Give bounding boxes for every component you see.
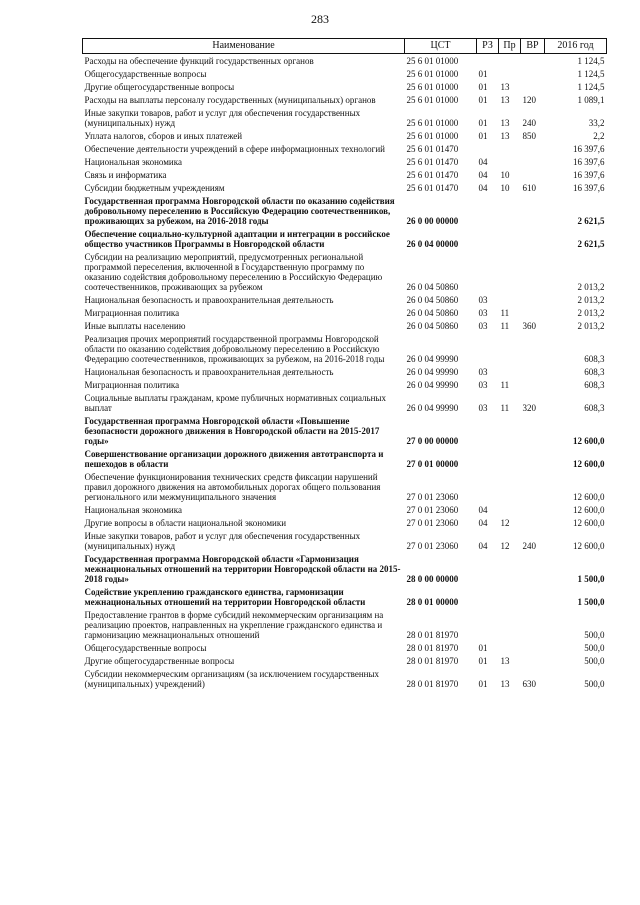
row-name: Социальные выплаты гражданам, кроме публичных нормативных социальных выплат xyxy=(84,393,386,413)
row-rz: 03 xyxy=(478,295,488,305)
row-rz xyxy=(477,194,499,227)
row-vr xyxy=(521,227,545,250)
row-cst: 25 6 01 01470 xyxy=(406,144,459,154)
row-sum: 12 600,0 xyxy=(573,518,605,528)
row-cst: 25 6 01 01470 xyxy=(406,170,459,180)
row-rz: 01 xyxy=(478,656,488,666)
row-cst: 26 0 04 50860 xyxy=(406,321,459,331)
table-row xyxy=(83,365,607,378)
row-pr xyxy=(499,503,521,516)
table-row xyxy=(83,250,607,293)
row-vr xyxy=(521,552,545,585)
table-row xyxy=(83,129,607,142)
row-rz: 04 xyxy=(478,541,488,551)
row-cst: 26 0 04 50860 xyxy=(406,295,459,305)
row-cst: 27 0 01 23060 xyxy=(406,518,459,528)
row-cst: 26 0 04 99990 xyxy=(406,367,459,377)
table-row xyxy=(83,641,607,654)
row-sum: 12 600,0 xyxy=(573,541,605,551)
row-rz xyxy=(477,470,499,503)
row-cst: 28 0 00 00000 xyxy=(406,574,459,584)
table-row xyxy=(83,529,607,552)
row-name: Национальная экономика xyxy=(84,157,182,167)
row-cst: 28 0 01 00000 xyxy=(406,597,459,607)
row-vr xyxy=(521,516,545,529)
row-pr: 12 xyxy=(500,518,510,528)
row-sum: 500,0 xyxy=(584,679,605,689)
row-pr xyxy=(499,414,521,447)
row-vr xyxy=(521,414,545,447)
row-vr xyxy=(521,378,545,391)
row-name: Общегосударственные вопросы xyxy=(84,69,207,79)
row-vr xyxy=(521,80,545,93)
row-name: Связь и информатика xyxy=(84,170,167,180)
row-pr xyxy=(499,227,521,250)
table-row xyxy=(83,447,607,470)
row-name: Иные закупки товаров, работ и услуг для обеспечения государственных (муниципальных) нужд xyxy=(84,531,361,551)
table-row xyxy=(83,654,607,667)
row-cst: 27 0 01 00000 xyxy=(406,459,459,469)
table-row xyxy=(83,332,607,365)
row-pr xyxy=(499,54,521,68)
row-cst: 26 0 04 00000 xyxy=(406,239,459,249)
row-sum: 608,3 xyxy=(584,367,605,377)
row-pr xyxy=(499,194,521,227)
row-name: Содействие укреплению гражданского единства, гармонизации межнациональных отношений на территории Новгородской области xyxy=(84,587,366,607)
row-vr xyxy=(521,470,545,503)
table-row xyxy=(83,470,607,503)
row-name: Национальная безопасность и правоохранительная деятельность xyxy=(84,367,334,377)
row-vr xyxy=(521,447,545,470)
row-pr xyxy=(499,332,521,365)
row-pr xyxy=(499,470,521,503)
row-cst: 28 0 01 81970 xyxy=(406,630,459,640)
row-rz xyxy=(477,585,499,608)
row-rz xyxy=(477,608,499,641)
table-body xyxy=(83,54,607,691)
row-vr xyxy=(521,641,545,654)
row-pr: 11 xyxy=(500,380,510,390)
row-vr: 850 xyxy=(522,131,536,141)
row-rz: 01 xyxy=(478,118,488,128)
row-cst: 26 0 04 50860 xyxy=(406,282,459,292)
table-row xyxy=(83,516,607,529)
row-sum: 1 124,5 xyxy=(577,82,605,92)
row-rz: 04 xyxy=(478,518,488,528)
row-cst: 25 6 01 01000 xyxy=(406,131,459,141)
row-pr xyxy=(499,142,521,155)
row-vr xyxy=(521,250,545,293)
row-rz xyxy=(477,552,499,585)
row-sum: 1 124,5 xyxy=(577,69,605,79)
row-vr xyxy=(521,142,545,155)
table-row xyxy=(83,181,607,194)
row-name: Уплата налогов, сборов и иных платежей xyxy=(84,131,243,141)
row-vr: 240 xyxy=(522,118,536,128)
row-rz: 01 xyxy=(478,679,488,689)
row-pr: 11 xyxy=(500,403,510,413)
row-pr: 11 xyxy=(500,308,510,318)
row-vr xyxy=(521,365,545,378)
table-row xyxy=(83,227,607,250)
row-name: Субсидии на реализацию мероприятий, предусмотренных региональной программой переселения, включенной в Государственную программу по оказанию содействия добровольному переселению в Российскую Федерацию соотечественников, проживающих за рубежом xyxy=(84,252,383,292)
row-rz: 01 xyxy=(478,82,488,92)
row-vr xyxy=(521,585,545,608)
row-cst: 25 6 01 01000 xyxy=(406,69,459,79)
row-cst: 25 6 01 01000 xyxy=(406,118,459,128)
row-rz: 01 xyxy=(478,95,488,105)
row-cst: 26 0 04 99990 xyxy=(406,354,459,364)
table-row xyxy=(83,585,607,608)
row-pr xyxy=(499,608,521,641)
row-pr: 12 xyxy=(500,541,510,551)
row-rz: 03 xyxy=(478,321,488,331)
row-cst: 27 0 01 23060 xyxy=(406,505,459,515)
row-pr xyxy=(499,250,521,293)
row-name: Обеспечение функционирования технических средств фиксации нарушений правил дорожного движения на автомобильных дорогах общего пользования регионального или межмуниципального значения xyxy=(84,472,381,502)
row-sum: 16 397,6 xyxy=(573,183,605,193)
row-sum: 1 089,1 xyxy=(577,95,605,105)
row-pr xyxy=(499,447,521,470)
row-cst: 26 0 00 00000 xyxy=(406,216,459,226)
row-sum: 500,0 xyxy=(584,643,605,653)
row-sum: 33,2 xyxy=(588,118,605,128)
row-vr: 360 xyxy=(522,321,536,331)
table-row xyxy=(83,54,607,68)
row-sum: 500,0 xyxy=(584,656,605,666)
row-rz: 01 xyxy=(478,69,488,79)
row-name: Предоставление грантов в форме субсидий некоммерческим организациям на реализацию проектов, направленных на укрепление гражданского единства и гармонизацию межнациональных отношений xyxy=(84,610,384,640)
row-cst: 26 0 04 50860 xyxy=(406,308,459,318)
row-sum: 608,3 xyxy=(584,403,605,413)
row-vr: 120 xyxy=(522,95,536,105)
row-rz xyxy=(477,250,499,293)
row-vr: 320 xyxy=(522,403,536,413)
row-sum: 12 600,0 xyxy=(573,505,605,515)
table-row xyxy=(83,293,607,306)
table-row xyxy=(83,552,607,585)
row-name: Реализация прочих мероприятий государственной программы Новгородской области по оказанию содействия добровольному переселению в Российскую Федерацию соотечественников, проживающих за рубежом, на 2016-2018 годы xyxy=(84,334,385,364)
row-name: Субсидии некоммерческим организациям (за исключением государственных (муниципальных) учреждений) xyxy=(84,669,380,689)
table-row xyxy=(83,155,607,168)
row-pr: 10 xyxy=(500,183,510,193)
row-sum: 2 621,5 xyxy=(577,239,605,249)
row-name: Национальная безопасность и правоохранительная деятельность xyxy=(84,295,334,305)
table-row xyxy=(83,503,607,516)
row-pr xyxy=(499,552,521,585)
row-sum: 12 600,0 xyxy=(573,436,605,446)
row-name: Субсидии бюджетным учреждениям xyxy=(84,183,225,193)
row-name: Государственная программа Новгородской области «Повышение безопасности дорожного движения в Новгородской области на 2015-2017 годы» xyxy=(84,416,380,446)
row-sum: 16 397,6 xyxy=(573,170,605,180)
row-pr: 13 xyxy=(500,95,510,105)
row-name: Миграционная политика xyxy=(84,380,180,390)
row-pr xyxy=(499,365,521,378)
row-rz: 03 xyxy=(478,403,488,413)
row-rz: 04 xyxy=(478,170,488,180)
row-vr xyxy=(521,54,545,68)
row-rz xyxy=(477,447,499,470)
table-header-row xyxy=(83,39,607,54)
header-cst: ЦСТ xyxy=(405,39,477,54)
row-sum: 2 013,2 xyxy=(577,321,605,331)
row-name: Общегосударственные вопросы xyxy=(84,643,207,653)
row-name: Расходы на обеспечение функций государственных органов xyxy=(84,56,314,66)
row-rz xyxy=(477,332,499,365)
row-pr xyxy=(499,641,521,654)
row-sum: 1 124,5 xyxy=(577,56,605,66)
row-cst: 28 0 01 81970 xyxy=(406,679,459,689)
row-rz xyxy=(477,414,499,447)
row-rz: 03 xyxy=(478,308,488,318)
row-rz: 04 xyxy=(478,157,488,167)
row-vr xyxy=(521,332,545,365)
row-cst: 25 6 01 01000 xyxy=(406,56,459,66)
table-row xyxy=(83,106,607,129)
row-sum: 608,3 xyxy=(584,380,605,390)
table-row xyxy=(83,80,607,93)
row-name: Совершенствование организации дорожного движения автотранспорта и пешеходов в области xyxy=(84,449,384,469)
table-row xyxy=(83,194,607,227)
row-pr xyxy=(499,585,521,608)
row-vr: 240 xyxy=(522,541,536,551)
row-pr: 11 xyxy=(500,321,510,331)
header-vr: ВР xyxy=(521,39,545,54)
row-pr: 10 xyxy=(500,170,510,180)
row-rz xyxy=(477,142,499,155)
row-rz: 03 xyxy=(478,380,488,390)
row-vr xyxy=(521,155,545,168)
row-rz xyxy=(477,227,499,250)
row-pr: 13 xyxy=(500,656,510,666)
table-row xyxy=(83,414,607,447)
row-rz xyxy=(477,54,499,68)
row-name: Миграционная политика xyxy=(84,308,180,318)
row-cst: 26 0 04 99990 xyxy=(406,403,459,413)
row-name: Иные закупки товаров, работ и услуг для обеспечения государственных (муниципальных) нужд xyxy=(84,108,361,128)
header-rz: РЗ xyxy=(477,39,499,54)
row-vr: 610 xyxy=(522,183,536,193)
table-row xyxy=(83,378,607,391)
row-name: Другие общегосударственные вопросы xyxy=(84,82,235,92)
table-row xyxy=(83,67,607,80)
row-pr: 13 xyxy=(500,131,510,141)
row-pr xyxy=(499,155,521,168)
row-sum: 2 013,2 xyxy=(577,295,605,305)
row-name: Другие вопросы в области национальной экономики xyxy=(84,518,287,528)
row-cst: 26 0 04 99990 xyxy=(406,380,459,390)
header-name: Наименование xyxy=(83,39,405,54)
table-row xyxy=(83,93,607,106)
row-name: Государственная программа Новгородской области по оказанию содействия добровольному переселению в Российскую Федерацию соотечественников, проживающих за рубежом, на 2016-2018 годы xyxy=(84,196,395,226)
row-sum: 608,3 xyxy=(584,354,605,364)
row-rz: 01 xyxy=(478,131,488,141)
row-name: Другие общегосударственные вопросы xyxy=(84,656,235,666)
row-cst: 28 0 01 81970 xyxy=(406,643,459,653)
table-row xyxy=(83,306,607,319)
row-rz: 03 xyxy=(478,367,488,377)
row-sum: 12 600,0 xyxy=(573,492,605,502)
row-sum: 500,0 xyxy=(584,630,605,640)
row-pr xyxy=(499,67,521,80)
row-sum: 2 621,5 xyxy=(577,216,605,226)
row-name: Иные выплаты населению xyxy=(84,321,186,331)
page-number: 283 xyxy=(311,12,329,26)
row-rz: 04 xyxy=(478,505,488,515)
row-cst: 25 6 01 01000 xyxy=(406,95,459,105)
row-cst: 28 0 01 81970 xyxy=(406,656,459,666)
row-pr xyxy=(499,293,521,306)
row-rz: 01 xyxy=(478,643,488,653)
row-vr xyxy=(521,608,545,641)
row-sum: 16 397,6 xyxy=(573,144,605,154)
budget-table xyxy=(82,38,607,690)
row-pr: 13 xyxy=(500,82,510,92)
row-vr xyxy=(521,67,545,80)
row-vr xyxy=(521,503,545,516)
row-pr: 13 xyxy=(500,118,510,128)
row-cst: 27 0 01 23060 xyxy=(406,541,459,551)
header-pr: Пр xyxy=(499,39,521,54)
table-row xyxy=(83,142,607,155)
row-name: Государственная программа Новгородской области «Гармонизация межнациональных отношений на территории Новгородской области на 2015-2018 годы» xyxy=(84,554,401,584)
row-vr xyxy=(521,293,545,306)
row-sum: 2,2 xyxy=(593,131,605,141)
row-sum: 1 500,0 xyxy=(577,597,605,607)
row-name: Национальная экономика xyxy=(84,505,182,515)
row-vr xyxy=(521,306,545,319)
row-rz: 04 xyxy=(478,183,488,193)
row-vr: 630 xyxy=(522,679,536,689)
row-sum: 12 600,0 xyxy=(573,459,605,469)
row-name: Обеспечение социально-культурной адаптации и интеграции в российское общество участников Программы в Новгородской области xyxy=(84,229,390,249)
table-row xyxy=(83,667,607,690)
row-cst: 27 0 00 00000 xyxy=(406,436,459,446)
table-row xyxy=(83,168,607,181)
row-pr: 13 xyxy=(500,679,510,689)
row-cst: 25 6 01 01470 xyxy=(406,157,459,167)
row-vr xyxy=(521,168,545,181)
row-cst: 25 6 01 01000 xyxy=(406,82,459,92)
table-row xyxy=(83,391,607,414)
row-cst: 25 6 01 01470 xyxy=(406,183,459,193)
row-sum: 16 397,6 xyxy=(573,157,605,167)
row-sum: 1 500,0 xyxy=(577,574,605,584)
row-vr xyxy=(521,194,545,227)
row-sum: 2 013,2 xyxy=(577,308,605,318)
row-sum: 2 013,2 xyxy=(577,282,605,292)
header-year: 2016 год xyxy=(545,39,607,54)
table-row xyxy=(83,608,607,641)
row-name: Обеспечение деятельности учреждений в сфере информационных технологий xyxy=(84,144,385,154)
row-name: Расходы на выплаты персоналу государственных (муниципальных) органов xyxy=(84,95,376,105)
row-vr xyxy=(521,654,545,667)
table-row xyxy=(83,319,607,332)
row-cst: 27 0 01 23060 xyxy=(406,492,459,502)
